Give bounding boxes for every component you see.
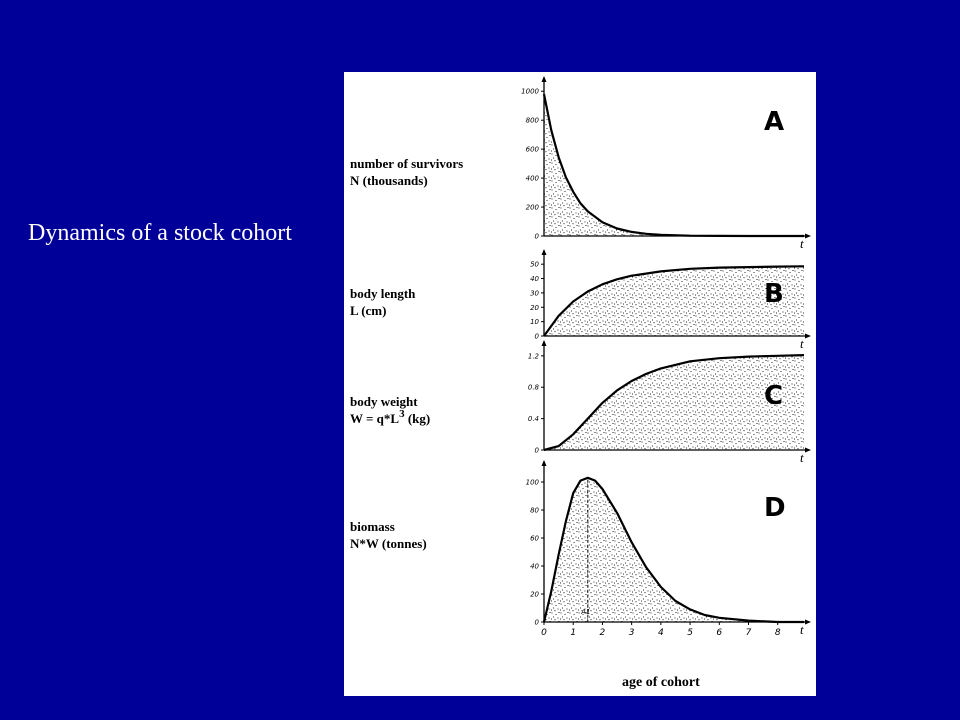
panel-d-x-tick-label: 2	[599, 628, 606, 638]
panel-a-y-tick-label: 1000	[521, 87, 539, 96]
panel-b-y-tick-label: 0	[534, 332, 539, 341]
panel-b-x-arrow	[805, 334, 811, 339]
panel-b-letter: B	[764, 279, 784, 309]
panel-d-x-tick-label: 8	[774, 628, 781, 638]
panel-b-y-tick-label: 40	[530, 275, 539, 284]
panel-a-y-tick-label: 800	[525, 116, 539, 125]
panel-b-y-arrow	[542, 249, 547, 255]
panel-d-x-tick-label: 0	[541, 628, 547, 638]
panel-d-x-tick-label: 3	[628, 628, 635, 638]
panel-c-letter: C	[764, 381, 784, 411]
panel-c-x-arrow	[805, 448, 811, 453]
panel-a-t-label: t	[800, 236, 804, 251]
panel-c-ylabel-line1: body weight	[350, 394, 418, 409]
panel-b-ylabel-line2: L (cm)	[350, 303, 387, 318]
panel-c	[350, 340, 811, 465]
panel-d-y-tick-label: 100	[525, 478, 539, 487]
panel-d-x-tick-label: 5	[687, 628, 693, 638]
panel-d-y-tick-label: 60	[530, 534, 539, 543]
panel-d-t-label: t	[800, 622, 804, 637]
panel-b	[350, 249, 811, 351]
panel-d-y-tick-label: 20	[530, 590, 539, 599]
panel-c-ylabel-line2: $W = q*L^3$ (kg)	[350, 408, 431, 426]
panel-d	[350, 460, 811, 638]
panel-a-letter: A	[764, 107, 785, 137]
panel-a-ylabel-line1: number of survivors	[350, 156, 464, 171]
panel-b-y-tick-label: 30	[530, 289, 539, 298]
panel-a-x-arrow	[805, 234, 811, 239]
panel-d-y-tick-label: 0	[534, 618, 539, 627]
panel-d-x-tick-label: 4	[657, 628, 664, 638]
panel-d-y-tick-label: 40	[530, 562, 539, 571]
panel-b-y-tick-label: 10	[530, 318, 539, 327]
panel-b-y-tick-label: 50	[530, 260, 539, 269]
panel-d-x-tick-label: 1	[570, 628, 577, 638]
panel-c-t-label: t	[800, 450, 804, 465]
panel-c-y-tick-label: 0	[534, 446, 539, 455]
panel-a-y-tick-label: 200	[525, 203, 539, 212]
cohort-dynamics-figure	[344, 72, 816, 696]
panel-c-y-tick-label: 0.4	[527, 415, 539, 424]
panel-d-letter: D	[764, 493, 786, 523]
panel-a-y-tick-label: 400	[525, 174, 539, 183]
panel-c-y-tick-label: 1.2	[527, 352, 539, 361]
panel-d-annotation-label: A1	[581, 608, 591, 616]
panel-d-y-arrow	[542, 460, 547, 466]
panel-b-y-tick-label: 20	[530, 303, 539, 312]
panel-a-y-tick-label: 0	[534, 232, 539, 241]
panel-d-y-tick-label: 80	[530, 506, 539, 515]
panel-c-y-tick-label: 0.8	[527, 383, 539, 392]
panel-a-y-tick-label: 600	[525, 145, 539, 154]
panel-d-ylabel-line2: N*W (tonnes)	[350, 536, 427, 551]
figure-svg	[344, 72, 816, 696]
panel-b-ylabel-line1: body length	[350, 286, 416, 301]
x-axis-label: age of cohort	[622, 675, 700, 690]
panel-a	[350, 76, 811, 251]
panel-d-x-tick-label: 7	[745, 628, 752, 638]
panel-a-y-arrow	[542, 76, 547, 82]
panel-d-ylabel-line1: biomass	[350, 519, 395, 534]
panel-d-x-tick-label: 6	[716, 628, 723, 638]
panel-a-ylabel-line2: N (thousands)	[350, 173, 428, 188]
panel-d-x-arrow	[805, 620, 811, 625]
panel-b-t-label: t	[800, 336, 804, 351]
panel-c-y-arrow	[542, 340, 547, 346]
slide-title: Dynamics of a stock cohort	[28, 220, 292, 246]
